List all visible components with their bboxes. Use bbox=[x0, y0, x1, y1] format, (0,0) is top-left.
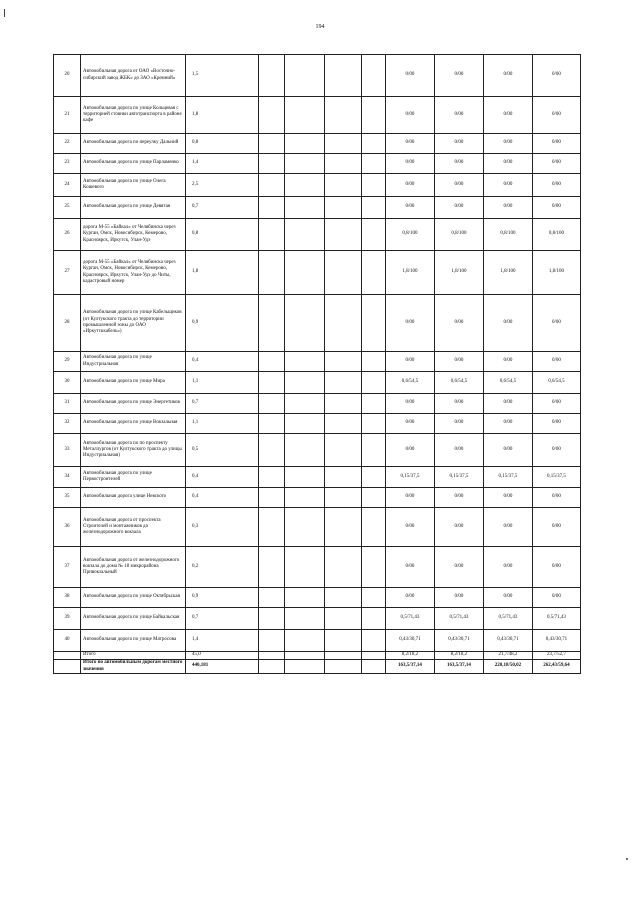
row-number: 25 bbox=[54, 197, 81, 219]
empty-cell bbox=[362, 660, 386, 674]
empty-cell bbox=[325, 394, 362, 414]
table-row bbox=[54, 488, 581, 508]
empty-cell bbox=[325, 467, 362, 488]
table-row bbox=[54, 295, 581, 352]
value-cell: 0/00 bbox=[533, 434, 581, 467]
empty-cell bbox=[259, 55, 285, 97]
table-row bbox=[54, 251, 581, 295]
road-name: Автомобильная дорога по улице Парламенко bbox=[81, 154, 186, 174]
value-cell: 0/00 bbox=[484, 154, 533, 174]
value-cell: 0/00 bbox=[386, 197, 435, 219]
road-name: Автомобильная дорога по улице Матросова bbox=[81, 630, 186, 652]
empty-cell bbox=[259, 295, 285, 352]
table-row bbox=[54, 547, 581, 588]
value-cell: 0,6/54,5 bbox=[484, 372, 533, 394]
empty-cell bbox=[285, 134, 325, 154]
table-row bbox=[54, 508, 581, 547]
row-number: 34 bbox=[54, 467, 81, 488]
table-body bbox=[54, 55, 581, 674]
value-cell: 0/00 bbox=[435, 434, 484, 467]
row-number: 27 bbox=[54, 251, 81, 295]
empty-cell bbox=[362, 547, 386, 588]
empty-cell bbox=[285, 295, 325, 352]
road-length: 1,1 bbox=[186, 372, 259, 394]
empty-cell bbox=[285, 488, 325, 508]
value-cell: 0/00 bbox=[386, 134, 435, 154]
empty-cell bbox=[362, 352, 386, 372]
empty-cell bbox=[285, 174, 325, 197]
table-row bbox=[54, 588, 581, 608]
empty-cell bbox=[325, 154, 362, 174]
table-row bbox=[54, 434, 581, 467]
value-cell: 0/00 bbox=[484, 508, 533, 547]
value-cell: 0/00 bbox=[435, 547, 484, 588]
empty-cell bbox=[362, 372, 386, 394]
row-number: 26 bbox=[54, 219, 81, 251]
road-name: Автомобильная дорога улице Невского bbox=[81, 488, 186, 508]
empty-cell bbox=[259, 588, 285, 608]
empty-cell bbox=[259, 434, 285, 467]
road-length: 0,7 bbox=[186, 197, 259, 219]
value-cell: 0/00 bbox=[386, 352, 435, 372]
value-cell: 0,8/100 bbox=[484, 219, 533, 251]
value-cell: 0/00 bbox=[484, 394, 533, 414]
empty-cell bbox=[362, 197, 386, 219]
table-row bbox=[54, 219, 581, 251]
empty-cell bbox=[325, 352, 362, 372]
value-cell: 0/00 bbox=[533, 488, 581, 508]
value-cell: 0/00 bbox=[386, 154, 435, 174]
value-cell: 0/00 bbox=[484, 414, 533, 434]
row-number: 33 bbox=[54, 434, 81, 467]
empty-cell bbox=[362, 630, 386, 652]
road-length: 1,1 bbox=[186, 414, 259, 434]
value-cell: 0/00 bbox=[533, 134, 581, 154]
value-cell: 0/00 bbox=[484, 588, 533, 608]
total-length: 45,0 bbox=[186, 652, 259, 660]
row-number: 22 bbox=[54, 134, 81, 154]
road-name: Автомобильная дорога от железнодорожного вокзала до дома № 18 микрорайона Привокзальный bbox=[81, 547, 186, 588]
value-cell: 0/00 bbox=[533, 197, 581, 219]
value-cell: 0/00 bbox=[533, 588, 581, 608]
value-cell: 0/00 bbox=[435, 55, 484, 97]
total-value: 23,7/52,7 bbox=[533, 652, 581, 660]
empty-cell bbox=[285, 251, 325, 295]
road-length: 0,4 bbox=[186, 352, 259, 372]
road-name: Автомобильная дорога по улице Девятая bbox=[81, 197, 186, 219]
road-name: Автомобильная дорога от проспекта Строителей и монтажников до железнодорожного вокзала bbox=[81, 508, 186, 547]
empty-cell bbox=[325, 372, 362, 394]
empty-cell bbox=[325, 251, 362, 295]
empty-cell bbox=[259, 352, 285, 372]
empty-cell bbox=[285, 394, 325, 414]
empty-cell bbox=[285, 219, 325, 251]
value-cell: 0/00 bbox=[435, 588, 484, 608]
empty-cell bbox=[325, 134, 362, 154]
empty-cell bbox=[285, 547, 325, 588]
value-cell: 0/00 bbox=[533, 352, 581, 372]
value-cell: 0/00 bbox=[386, 97, 435, 134]
road-length: 1,5 bbox=[186, 55, 259, 97]
empty-cell bbox=[325, 434, 362, 467]
value-cell: 0,8/100 bbox=[533, 219, 581, 251]
value-cell: 0/00 bbox=[386, 547, 435, 588]
empty-cell bbox=[362, 467, 386, 488]
total-value: 163,5/37,14 bbox=[435, 660, 484, 674]
table-row bbox=[54, 630, 581, 652]
empty-cell bbox=[285, 467, 325, 488]
empty-cell bbox=[259, 608, 285, 630]
empty-cell bbox=[325, 174, 362, 197]
value-cell: 0/00 bbox=[484, 97, 533, 134]
row-number: 24 bbox=[54, 174, 81, 197]
empty-cell bbox=[259, 251, 285, 295]
table-row bbox=[54, 394, 581, 414]
empty-cell bbox=[362, 488, 386, 508]
empty-cell bbox=[259, 488, 285, 508]
road-name: Автомобильная дорога от ОАО «Восточно-сибирский завод ЖБК» до ЗАО «Кремний» bbox=[81, 55, 186, 97]
value-cell: 0/00 bbox=[484, 197, 533, 219]
row-number: 35 bbox=[54, 488, 81, 508]
road-name: Автомобильная дорога по улице Олега Кошевого bbox=[81, 174, 186, 197]
empty-cell bbox=[285, 55, 325, 97]
table-row bbox=[54, 174, 581, 197]
empty-cell bbox=[325, 219, 362, 251]
empty-cell bbox=[362, 434, 386, 467]
value-cell: 1,8/100 bbox=[533, 251, 581, 295]
total-label: Итого по автомобильным дорогам местного значения bbox=[81, 660, 186, 674]
road-name: дорога М-55 «Байкал» от Челябинска через Курган, Омск, Новосибирск, Кемерово, Красноярск, Иркутск, Улан-Удэ до Читы, кадастровый номер bbox=[81, 251, 186, 295]
value-cell: 0/00 bbox=[386, 295, 435, 352]
value-cell: 0/00 bbox=[484, 174, 533, 197]
value-cell: 0/00 bbox=[484, 295, 533, 352]
table-row bbox=[54, 414, 581, 434]
value-cell: 0/00 bbox=[484, 55, 533, 97]
value-cell: 0/00 bbox=[484, 488, 533, 508]
empty-cell bbox=[362, 55, 386, 97]
empty-cell bbox=[259, 467, 285, 488]
road-length: 0,3 bbox=[186, 508, 259, 547]
value-cell: 0/00 bbox=[386, 174, 435, 197]
value-cell: 0/00 bbox=[386, 434, 435, 467]
road-name: Автомобильная дорога по улице Вокзальная bbox=[81, 414, 186, 434]
value-cell: 0/00 bbox=[386, 488, 435, 508]
empty-cell bbox=[362, 508, 386, 547]
empty-cell bbox=[362, 608, 386, 630]
empty-cell bbox=[285, 154, 325, 174]
value-cell: 0/00 bbox=[435, 97, 484, 134]
row-number: 31 bbox=[54, 394, 81, 414]
value-cell: 0/00 bbox=[484, 134, 533, 154]
total-row bbox=[54, 652, 581, 660]
value-cell: 0,15/37,5 bbox=[435, 467, 484, 488]
empty-cell bbox=[285, 660, 325, 674]
value-cell: 0/00 bbox=[435, 394, 484, 414]
empty-cell bbox=[259, 174, 285, 197]
value-cell: 0/00 bbox=[533, 174, 581, 197]
road-length: 0,8 bbox=[186, 134, 259, 154]
table-row bbox=[54, 134, 581, 154]
empty-cell bbox=[285, 434, 325, 467]
table-row bbox=[54, 97, 581, 134]
empty-cell bbox=[285, 352, 325, 372]
empty-cell bbox=[259, 134, 285, 154]
row-number: 40 bbox=[54, 630, 81, 652]
value-cell: 0/00 bbox=[386, 508, 435, 547]
empty-cell bbox=[362, 154, 386, 174]
value-cell: 0/00 bbox=[533, 508, 581, 547]
value-cell: 0,15/37,5 bbox=[386, 467, 435, 488]
empty-cell bbox=[259, 652, 285, 660]
empty-cell bbox=[259, 197, 285, 219]
road-length: 1,8 bbox=[186, 97, 259, 134]
empty-cell bbox=[259, 660, 285, 674]
value-cell: 0,43/30,71 bbox=[484, 630, 533, 652]
value-cell: 0,6/54,5 bbox=[533, 372, 581, 394]
empty-cell bbox=[325, 97, 362, 134]
value-cell: 0/00 bbox=[484, 352, 533, 372]
empty-cell bbox=[285, 508, 325, 547]
empty-cell bbox=[285, 608, 325, 630]
value-cell: 0/00 bbox=[386, 414, 435, 434]
value-cell: 0,15/37,5 bbox=[484, 467, 533, 488]
road-length: 0,9 bbox=[186, 295, 259, 352]
value-cell: 0/00 bbox=[484, 434, 533, 467]
empty-cell bbox=[325, 197, 362, 219]
empty-cell bbox=[285, 630, 325, 652]
road-name: Автомобильная дорога по по проспекту Металлургов (от Култукского тракта до улицы Индустриальная) bbox=[81, 434, 186, 467]
row-number: 23 bbox=[54, 154, 81, 174]
value-cell: 0/00 bbox=[435, 352, 484, 372]
table-row bbox=[54, 352, 581, 372]
empty-cell bbox=[362, 295, 386, 352]
value-cell: 0,5/71,43 bbox=[533, 608, 581, 630]
value-cell: 0/00 bbox=[435, 414, 484, 434]
road-name: Автомобильная дорога по улице Первостроителей bbox=[81, 467, 186, 488]
value-cell: 0,5/71,43 bbox=[435, 608, 484, 630]
value-cell: 1,8/100 bbox=[435, 251, 484, 295]
road-length: 0,9 bbox=[186, 588, 259, 608]
total-value: 262,43/59,64 bbox=[533, 660, 581, 674]
road-length: 0,8 bbox=[186, 219, 259, 251]
total-value: 220,18/50,02 bbox=[484, 660, 533, 674]
value-cell: 0/00 bbox=[484, 547, 533, 588]
road-length: 2,5 bbox=[186, 174, 259, 197]
empty-cell bbox=[259, 547, 285, 588]
empty-cell bbox=[259, 372, 285, 394]
total-value: 8,2/18,2 bbox=[435, 652, 484, 660]
value-cell: 0/00 bbox=[435, 154, 484, 174]
road-length: 1,8 bbox=[186, 251, 259, 295]
table-row bbox=[54, 197, 581, 219]
roads-table bbox=[53, 54, 581, 674]
table-row bbox=[54, 467, 581, 488]
road-length: 1,4 bbox=[186, 630, 259, 652]
value-cell: 0/00 bbox=[533, 547, 581, 588]
row-number: 21 bbox=[54, 97, 81, 134]
empty-cell bbox=[325, 547, 362, 588]
value-cell: 0,43/30,71 bbox=[386, 630, 435, 652]
empty-cell bbox=[285, 588, 325, 608]
empty-cell bbox=[325, 55, 362, 97]
scan-mark bbox=[4, 9, 5, 17]
road-length: 0,4 bbox=[186, 488, 259, 508]
value-cell: 0,15/37,5 bbox=[533, 467, 581, 488]
empty-cell bbox=[325, 488, 362, 508]
empty-cell bbox=[259, 154, 285, 174]
row-number: 30 bbox=[54, 372, 81, 394]
road-length: 0,7 bbox=[186, 394, 259, 414]
empty-cell bbox=[285, 414, 325, 434]
road-name: Автомобильная дорога по улице Кольцевая с территорией стоянки автотранспорта в районе кафе bbox=[81, 97, 186, 134]
empty-cell bbox=[362, 394, 386, 414]
road-name: Автомобильная дорога по улице Октябрьская bbox=[81, 588, 186, 608]
total-length: 440,181 bbox=[186, 660, 259, 674]
empty-cell bbox=[259, 630, 285, 652]
empty-cell bbox=[259, 97, 285, 134]
value-cell: 0,5/71,43 bbox=[386, 608, 435, 630]
row-number: 28 bbox=[54, 295, 81, 352]
value-cell: 0/00 bbox=[533, 154, 581, 174]
row-number bbox=[54, 660, 81, 674]
empty-cell bbox=[259, 394, 285, 414]
road-name: дорога М-55 «Байкал» от Челябинска через Курган, Омск, Новосибирск, Кемерово, Красноярск, Иркутск, Улан-Удэ bbox=[81, 219, 186, 251]
empty-cell bbox=[362, 588, 386, 608]
empty-cell bbox=[362, 97, 386, 134]
road-name: Автомобильная дорога по улице Индустриальная bbox=[81, 352, 186, 372]
empty-cell bbox=[325, 652, 362, 660]
value-cell: 0,43/30,71 bbox=[435, 630, 484, 652]
value-cell: 0/00 bbox=[386, 55, 435, 97]
total-value: 21,7/48,2 bbox=[484, 652, 533, 660]
total-label: Итого bbox=[81, 652, 186, 660]
value-cell: 0/00 bbox=[533, 295, 581, 352]
road-name: Автомобильная дорога по переулку Дальний bbox=[81, 134, 186, 154]
empty-cell bbox=[259, 414, 285, 434]
row-number bbox=[54, 652, 81, 660]
road-length: 0,7 bbox=[186, 608, 259, 630]
row-number: 38 bbox=[54, 588, 81, 608]
page-number: 194 bbox=[315, 24, 325, 30]
road-length: 1,4 bbox=[186, 154, 259, 174]
value-cell: 1,8/100 bbox=[386, 251, 435, 295]
value-cell: 0,8/100 bbox=[386, 219, 435, 251]
row-number: 37 bbox=[54, 547, 81, 588]
road-name: Автомобильная дорога по улице Энергетиков bbox=[81, 394, 186, 414]
value-cell: 0/00 bbox=[533, 55, 581, 97]
value-cell: 0/00 bbox=[533, 97, 581, 134]
value-cell: 0/00 bbox=[435, 508, 484, 547]
empty-cell bbox=[325, 608, 362, 630]
value-cell: 0,8/100 bbox=[435, 219, 484, 251]
empty-cell bbox=[325, 508, 362, 547]
road-length: 0,2 bbox=[186, 547, 259, 588]
empty-cell bbox=[362, 134, 386, 154]
empty-cell bbox=[362, 174, 386, 197]
total-value: 163,5/37,14 bbox=[386, 660, 435, 674]
row-number: 20 bbox=[54, 55, 81, 97]
value-cell: 0/00 bbox=[435, 197, 484, 219]
value-cell: 0/00 bbox=[533, 394, 581, 414]
road-name: Автомобильная дорога по улице Кабельщиков (от Култукского тракта до территории промышленной зоны до ОАО «Иркутсккабель») bbox=[81, 295, 186, 352]
value-cell: 0,5/71,43 bbox=[484, 608, 533, 630]
row-number: 32 bbox=[54, 414, 81, 434]
empty-cell bbox=[285, 197, 325, 219]
value-cell: 0/00 bbox=[435, 488, 484, 508]
value-cell: 0/00 bbox=[435, 174, 484, 197]
value-cell: 0/00 bbox=[386, 588, 435, 608]
empty-cell bbox=[285, 652, 325, 660]
grand-total-row bbox=[54, 660, 581, 674]
table-row bbox=[54, 608, 581, 630]
value-cell: 0/00 bbox=[435, 295, 484, 352]
value-cell: 0/00 bbox=[533, 414, 581, 434]
road-length: 0,5 bbox=[186, 434, 259, 467]
empty-cell bbox=[259, 508, 285, 547]
row-number: 39 bbox=[54, 608, 81, 630]
empty-cell bbox=[325, 588, 362, 608]
empty-cell bbox=[362, 414, 386, 434]
value-cell: 1,8/100 bbox=[484, 251, 533, 295]
value-cell: 0/00 bbox=[386, 394, 435, 414]
empty-cell bbox=[362, 219, 386, 251]
value-cell: 0,43/30,71 bbox=[533, 630, 581, 652]
empty-cell bbox=[285, 372, 325, 394]
empty-cell bbox=[325, 414, 362, 434]
row-number: 29 bbox=[54, 352, 81, 372]
empty-cell bbox=[285, 97, 325, 134]
row-number: 36 bbox=[54, 508, 81, 547]
table-row bbox=[54, 55, 581, 97]
road-name: Автомобильная дорога по улице Байкальская bbox=[81, 608, 186, 630]
table-row bbox=[54, 372, 581, 394]
road-length: 0,4 bbox=[186, 467, 259, 488]
value-cell: 0/00 bbox=[435, 134, 484, 154]
empty-cell bbox=[325, 630, 362, 652]
empty-cell bbox=[325, 295, 362, 352]
empty-cell bbox=[259, 219, 285, 251]
empty-cell bbox=[362, 251, 386, 295]
value-cell: 0,6/54,5 bbox=[435, 372, 484, 394]
total-value: 8,2/18,2 bbox=[386, 652, 435, 660]
table-row bbox=[54, 154, 581, 174]
empty-cell bbox=[362, 652, 386, 660]
value-cell: 0,6/54,5 bbox=[386, 372, 435, 394]
road-name: Автомобильная дорога по улице Мира bbox=[81, 372, 186, 394]
scan-dot bbox=[626, 858, 628, 860]
empty-cell bbox=[325, 660, 362, 674]
